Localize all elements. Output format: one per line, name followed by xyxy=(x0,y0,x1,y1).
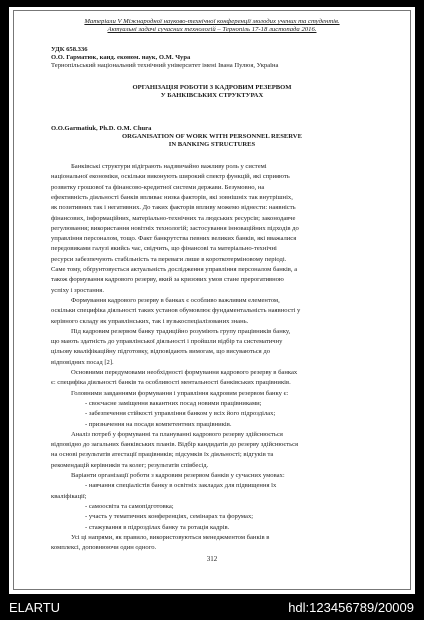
affiliation: Тернопільський національний технічний університет імені Івана Пулюя, Україна xyxy=(51,62,279,69)
body-line: успіху і зростання. xyxy=(51,286,104,294)
body-line: національної економіки, оскільки виконують широкий спектр функцій, які сприяють xyxy=(51,173,290,181)
body-line: - своєчасне заміщення вакантних посад новими працівниками; xyxy=(85,399,262,407)
body-line: Усі ці напрями, як правило, використовуються менеджментом банків в xyxy=(71,533,270,541)
body-line: Варіанти організації роботи з кадровим резервом банків у сучасних умовах: xyxy=(71,472,285,479)
body-line: - забезпечення стійкості управління банком у всіх його підрозділах; xyxy=(85,410,276,418)
body-line: Аналіз потреб у формуванні та плануванні кадрового резерву здійснюється xyxy=(71,430,283,438)
title-en-line-2: IN BANKING STRUCTURES xyxy=(168,141,256,148)
body-line: Основними передумовами необхідності формування кадрового резерву в банках xyxy=(71,369,298,376)
body-line: як позитивних так і негативних. До таких факторів впливу можемо віднести: наявність xyxy=(51,204,296,212)
body-line: - самоосвіта та самопідготовка; xyxy=(85,502,174,510)
body-line: керівного складу як управлінських, так і вузькоспеціалізованих знань. xyxy=(51,317,249,325)
running-header-line-2: Актуальні задачі сучасних технологій – Тернопіль 17-18 листопада 2016. xyxy=(107,26,317,33)
running-header-line-1: Матеріали V Міжнародної науково-технічної конференції молодих учених та студентів. xyxy=(84,18,340,25)
body-line: - призначення на посади компетентних працівників. xyxy=(85,420,232,428)
document-page xyxy=(9,7,415,594)
body-line: Під кадровим резервом банку традиційно розуміють групу працівників банку, xyxy=(71,327,291,335)
body-line: відповідно до загальних банківських планів. Відбір кандидатів до резерву здійснюється xyxy=(51,441,299,449)
body-line: кваліфікації; xyxy=(51,492,87,500)
body-line: - навчання спеціалістів банку в освітніх закладах для підвищення їх xyxy=(85,482,277,490)
body-line: рекомендацій керівників та колег; результатів співбесід. xyxy=(51,461,209,469)
body-line: ресурси забезпечують стабільність та переваги лише в короткотерміновому періоді. xyxy=(51,255,287,263)
title-ua-line-2: У БАНКІВСЬКИХ СТРУКТУРАХ xyxy=(160,92,264,99)
repository-label: ELARTU xyxy=(9,600,61,615)
body-line: є: специфіка діяльності банків та особливості ментальності банківських працівників. xyxy=(51,379,291,387)
body-line: оскільки специфіка діяльності таких установ обумовлює фундаментальність наявності у xyxy=(51,307,301,315)
body-line: Саме тому, обґрунтовується актуальність дослідження управління персоналом банків, а xyxy=(51,266,298,273)
body-line: розвитку грошової та фінансово-кредитної системи держави. Безумовно, на xyxy=(51,183,265,191)
body-line: що мають здатність до управлінської діяльності і пройшли відбір та систематичну xyxy=(51,338,283,346)
body-line: Банківські структури відіграють надзвичайно важливу роль у системі xyxy=(71,163,267,170)
title-en-line-1: ORGANISATION OF WORK WITH PERSONNEL RESERVE xyxy=(122,133,302,140)
body-line: Формування кадрового резерву в банках є особливо важливим елементом, xyxy=(71,296,280,304)
body-line: комплексі, доповнюючи один одного. xyxy=(51,544,157,552)
authors-ua: О.О. Гарматюк, канд. економ. наук, О.М. Чура xyxy=(51,54,191,61)
body-line: регулювання; використання новітніх технологій; застосування інноваційних підходів до xyxy=(51,224,299,232)
handle-id: hdl:123456789/20009 xyxy=(288,600,414,615)
body-line: - стажування в підрозділах банку та ротація кадрів. xyxy=(85,523,230,531)
body-line: також формування кадрового резерву, який за кризових умов стане прерогативною xyxy=(51,276,284,284)
body-line: відповідних посад [2]. xyxy=(51,358,114,366)
body-line: фінансових, інформаційних, матеріально-технічних та людських ресурсів; законодавче xyxy=(51,214,296,222)
title-ua-line-1: ОРГАНІЗАЦІЯ РОБОТИ З КАДРОВИМ РЕЗЕРВОМ xyxy=(132,84,292,91)
page-number: 312 xyxy=(206,555,218,563)
viewer-footer-bar xyxy=(0,594,424,620)
body-line: Головними завданнями формування і управління кадровим резервом банку є: xyxy=(71,389,289,397)
body-line: ефективність діяльності банків впливає низка факторів, які зовнішніх так внутрішніх, xyxy=(51,193,293,201)
body-line: - участь у тематичних конференціях, семінарах та форумах; xyxy=(85,513,254,521)
body-line: цільову кваліфікаційну підготовку, відповідають вимогам, що висуваються до xyxy=(51,348,271,356)
udc-code: УДК 658.336 xyxy=(51,46,88,53)
body-line: на основі результатів атестації працівників; підсумків їх діяльності; відгуків та xyxy=(51,451,274,459)
authors-en: O.O.Garmatiuk, Ph.D. O.M. Chura xyxy=(51,125,152,132)
body-line: передовиками галузі якийсь час, свідчить, що фінансові та матеріально-технічні xyxy=(51,245,277,253)
body-line: управління персоналом, тощо. Факт банкрутства певних великих банків, які вважалися xyxy=(51,235,297,243)
